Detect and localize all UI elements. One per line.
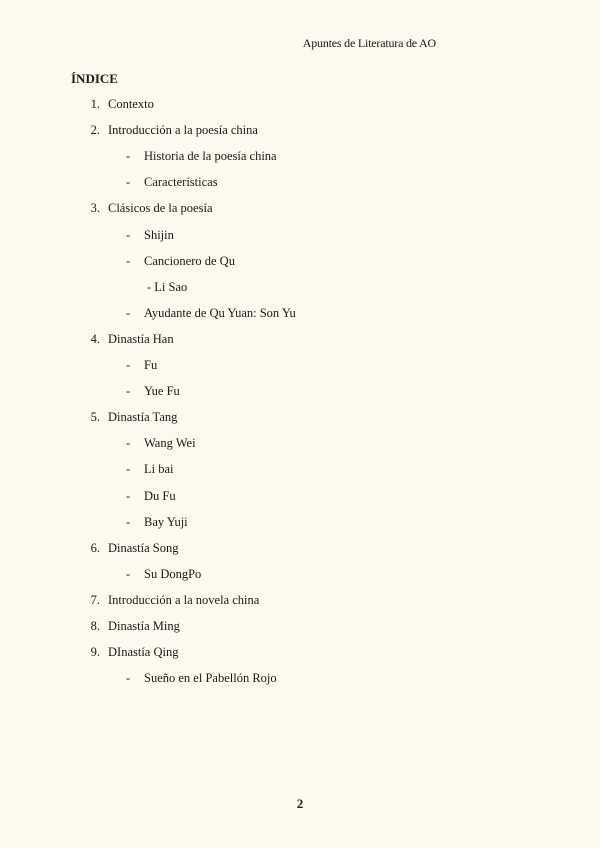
- toc-subentry-dash: -: [126, 462, 131, 477]
- toc-subentry-label: Yue Fu: [144, 384, 180, 399]
- index-title: ÍNDICE: [71, 71, 118, 86]
- toc-subentry-label: Wang Wei: [144, 436, 196, 451]
- toc-entry-label: Introducción a la novela china: [108, 592, 260, 607]
- toc-entry-label: Contexto: [108, 97, 154, 111]
- toc-subentry-label: Historia de la poesía china: [144, 149, 277, 164]
- toc-entry-number: 2.: [90, 123, 100, 138]
- toc-entry-number: 4.: [90, 331, 100, 346]
- toc-subentry-dash: -: [126, 227, 131, 242]
- toc-subentry-label: Su DongPo: [144, 566, 202, 581]
- toc-entry-number: 8.: [90, 619, 100, 633]
- toc-entry-label: DInastía Qing: [108, 645, 179, 660]
- toc-entry-label: Introducción a la poesía china: [108, 123, 258, 138]
- toc-subentry-dash: -: [126, 384, 131, 399]
- toc-subentry-label: Cancionero de Qu: [144, 253, 235, 268]
- toc-entry-label: Clásicos de la poesía: [108, 201, 213, 216]
- toc-subsubentry-label: - Li Sao: [147, 279, 188, 294]
- toc-entry-label: Dinastía Ming: [108, 619, 180, 633]
- toc-entry-label: Dinastía Song: [108, 540, 179, 555]
- toc-subentry-label: Fu: [144, 358, 158, 372]
- toc-entry-number: 7.: [90, 592, 100, 607]
- toc-entry-number: 1.: [90, 97, 100, 111]
- toc-subentry-label: Características: [144, 175, 218, 190]
- toc-subentry-label: Li bai: [144, 462, 174, 477]
- toc-subentry-dash: -: [126, 253, 131, 268]
- toc-subentry-label: Shijin: [144, 227, 174, 242]
- toc-subentry-dash: -: [126, 175, 131, 190]
- toc-subentry-label: Bay Yuji: [144, 514, 188, 529]
- toc-subentry-dash: -: [126, 488, 131, 503]
- toc-subentry-dash: -: [126, 566, 131, 581]
- toc-subentry-dash: -: [126, 514, 131, 529]
- toc-subentry-dash: -: [126, 436, 131, 451]
- toc-entry-number: 5.: [90, 410, 100, 425]
- running-header: Apuntes de Literatura de AO: [302, 36, 436, 50]
- toc-subentry-label: Ayudante de Qu Yuan: Son Yu: [144, 305, 296, 320]
- toc-subentry-dash: -: [126, 305, 131, 320]
- toc-subentry-dash: -: [126, 358, 131, 372]
- toc-entry-number: 3.: [90, 201, 100, 216]
- toc-entry-label: Dinastía Han: [108, 331, 174, 346]
- toc-subentry-dash: -: [126, 671, 131, 686]
- toc-subentry-label: Du Fu: [144, 488, 176, 503]
- toc-entry-number: 6.: [90, 540, 100, 555]
- page-number: 2: [296, 796, 304, 811]
- toc-subentry-dash: -: [126, 149, 131, 164]
- toc-subentry-label: Sueño en el Pabellón Rojo: [144, 671, 277, 686]
- toc-entry-label: Dinastía Tang: [108, 410, 178, 425]
- toc-entry-number: 9.: [90, 645, 100, 660]
